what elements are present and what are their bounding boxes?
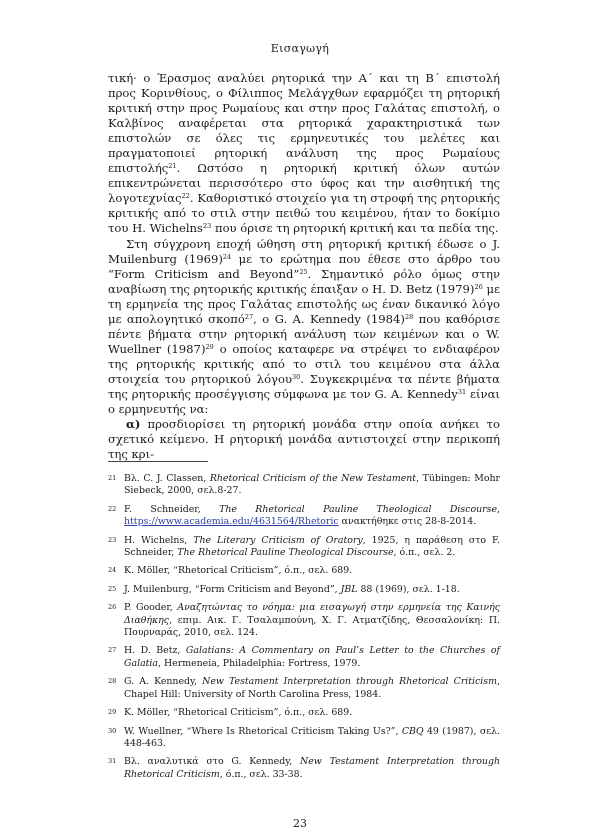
footnote-separator xyxy=(108,461,208,462)
paragraph-1: τική· ο Έρασμος αναλύει ρητορικά την Α΄ και τη Β΄ επιστολή προς Κορινθίους, ο Φίλιππος Μελάγχθων εφαρμόζει τη ρητορική κριτική στην προς Ρωμαίους και στην προς Γαλάτας επιστολή, ο Καλβίνος αναφέρεται στα ρητορικά χαρακτηριστικά των επιστολών σε όλες τις ερμηνευτικές του μελέτες και πραγματοποιεί ρητορική ανάλυση της προς Ρωμαίους επιστολής$^{21}$. Ωστόσο η ρητορική κριτική όλων αυτών επικεντρώνεται περισσότερο στο ύφος και την αισθητική της λογοτεχνίας$^{22}$. Καθοριστικό στοιχείο για τη στροφή της ρητορικής κριτικής από το στιλ στην πειθώ του κειμένου, ήταν το δοκίμιο του H. Wichelns$^{23}$ που όρισε τη ρητορική κριτική και τα πεδία της. xyxy=(108,71,500,236)
footnote-ref[interactable]: 31 xyxy=(457,387,467,396)
footnote-22: 22 F. Schneider, The Rhetorical Pauline Theological Discourse, https://www.academia.edu/4631564/Rhetoric ανακτήθηκε στις 28-8-2014. xyxy=(108,503,500,528)
academia-link[interactable]: https://www.academia.edu/4631564/Rhetoric xyxy=(124,516,339,528)
footnotes xyxy=(108,473,500,787)
footnote-ref[interactable]: 28 xyxy=(404,312,414,321)
main-text xyxy=(108,71,500,462)
footnote-ref[interactable]: 25 xyxy=(299,267,308,276)
footnote-31: 31 Βλ. αναλυτικά στο G. Kennedy, New Testament Interpretation through Rhetorical Criticism, ό.π., σελ. 33-38. xyxy=(108,756,500,780)
footnote-25: 25 J. Muilenburg, “Form Criticism and Beyond”, JBL 88 (1969), σελ. 1-18. xyxy=(108,583,460,595)
footnote-ref[interactable]: 21 xyxy=(168,162,177,171)
footnote-23: 23 H. Wichelns, The Literary Criticism of Oratory, 1925, η παράθεση στο F. Schneider, The Rhetorical Pauline Theological Discourse, ό.π., σελ. 2. xyxy=(108,534,500,559)
footnote-27: 27 H. D. Betz, Galatians: A Commentary on Paul’s Letter to the Churches of Galatia, Hermeneia, Philadelphia: Fortress, 1979. xyxy=(108,645,500,669)
footnote-28: 28 G. A. Kennedy, New Testament Interpretation through Rhetorical Criticism, Chapel Hill: University of North Carolina Press, 1984. xyxy=(108,676,500,700)
running-head: Εισαγωγή xyxy=(270,42,330,55)
paragraph-2: Στη σύγχρονη εποχή ώθηση στη ρητορική κριτική έδωσε ο J. Muilenburg $(1969)^{24}$ με το ερώτημα που έθεσε στο άρθρο του “Form Criticism and Beyond”$^{25}$. Σημαντικό ρόλο όμως στην αναβίωση της ρητορικής κριτικής έπαιξαν ο H. D. Betz $(1979)^{26}$ με τη ερμηνεία της προς Γαλάτας επιστολής ως έναν δικανικό λόγο με απολογητικό σκοπό$^{27}$, ο G. A. Kennedy $(1984)^{28}$ που καθόρισε πέντε βήματα στην ρητορική ανάλυση των κειμένων και ο W. Wuellner $(1987)^{29}$ ο οποίος καταφερε να στρέψει το ενδιαφέρον της ρητορικής κριτικής από το στιλ του κειμένου στα άλλα στοιχεία του ρητορικού λόγου$^{30}$. Συγκεκριμένα τα πέντε βήματα της ρητορικής προσέγγισης σύμφωνα με τον G. A. Kennedy$^{31}$ είναι ο ερμηνευτής να: xyxy=(108,236,501,417)
footnote-ref[interactable]: 27 xyxy=(244,312,254,321)
footnote-ref[interactable]: 23 xyxy=(202,222,212,231)
footnote-ref[interactable]: 30 xyxy=(292,372,301,381)
paragraph-3: α) προσδιορίσει τη ρητορική μονάδα στην οποία ανήκει το σχετικό κείμενο. Η ρητορική μονάδα αντιστοιχεί στην περικοπή της κρι- xyxy=(108,417,500,462)
page-number: 23 xyxy=(293,817,307,830)
footnote-ref[interactable]: 24 xyxy=(222,252,232,261)
footnote-24: 24 K. Möller, “Rhetorical Criticism”, ό.π., σελ. 689. xyxy=(108,565,353,577)
footnote-ref[interactable]: 29 xyxy=(205,342,214,351)
footnote-ref[interactable]: 22 xyxy=(181,192,190,201)
footnote-29: 29 K. Möller, “Rhetorical Criticism”, ό.π., σελ. 689. xyxy=(108,707,353,719)
footnote-30: 30 W. Wuellner, “Where Is Rhetorical Criticism Taking Us?”, CBQ 49 (1987), σελ. 448-463. xyxy=(108,725,500,749)
list-label: α) xyxy=(126,417,141,432)
footnote-21: 21 Βλ. C. J. Classen, Rhetorical Criticism of the New Testament, Tübingen: Mohr Siebeck, 2000, σελ.8-27. xyxy=(108,473,500,497)
footnote-26: 26 P. Gooder, Αναζητώντας το νόημα: μια εισαγωγή στην ερμηνεία της Καινής Διαθήκης, επιμ. Αικ. Γ. Τσαλαμπούνη, Χ. Γ. Ατματζίδης, Θεσσαλονίκη: Π. Πουρναράς, 2010, σελ. 124. xyxy=(108,602,500,639)
footnote-ref[interactable]: 26 xyxy=(474,282,483,291)
